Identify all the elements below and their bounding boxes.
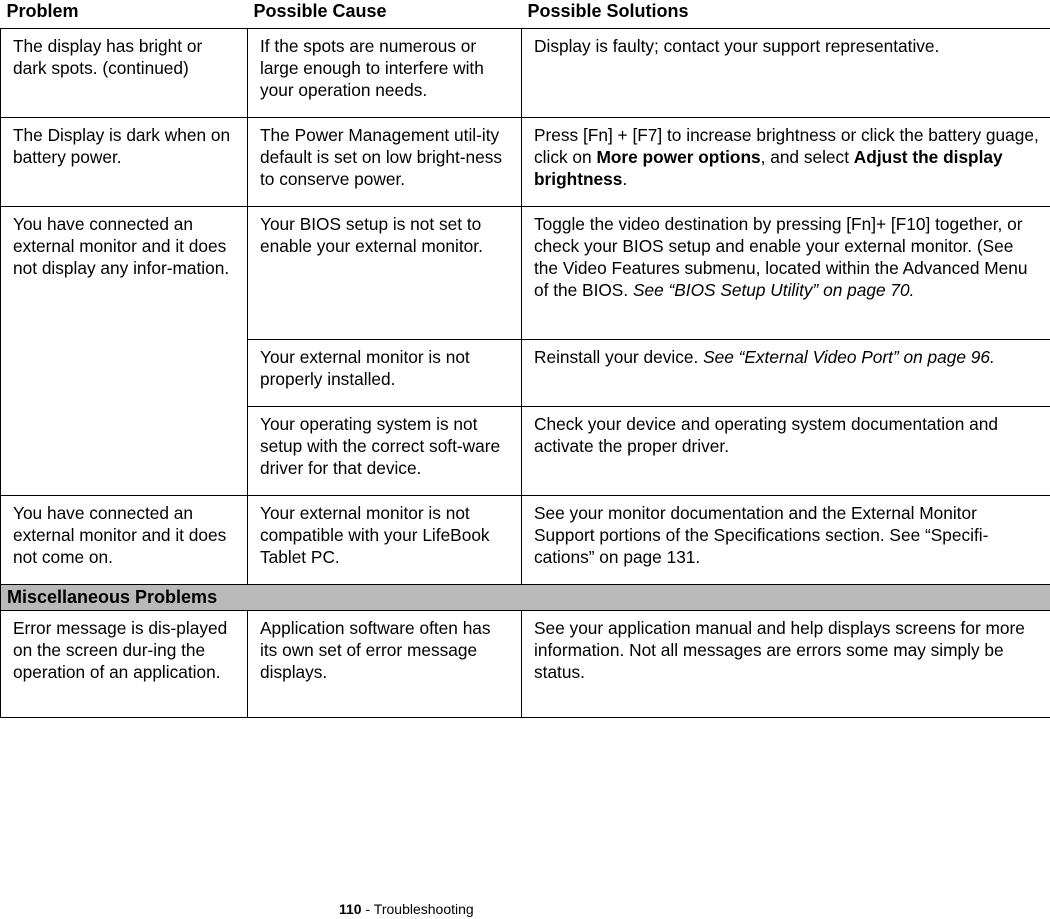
solution-text: Press [Fn] + [F7] to increase brightness or click the battery guage, click on xyxy=(534,125,1039,167)
page-number: 110 xyxy=(339,901,362,917)
table-row xyxy=(1,207,1050,340)
solution-cell: See your monitor documentation and the External Monitor Support portions of the Specifications section. See “Specifi-cations” on page 131. xyxy=(522,496,1050,585)
cause-cell: Application software often has its own set of error message displays. xyxy=(248,611,522,718)
cause-cell: Your BIOS setup is not set to enable your external monitor. xyxy=(248,207,522,340)
footer-separator: - xyxy=(361,901,374,917)
solution-cell xyxy=(522,118,1050,207)
header-possible-solutions: Possible Solutions xyxy=(522,0,1050,29)
cause-cell: If the spots are numerous or large enough to interfere with your operation needs. xyxy=(248,29,522,118)
footer-section: Troubleshooting xyxy=(373,901,474,917)
header-problem: Problem xyxy=(1,0,248,29)
solution-cell: Check your device and operating system documentation and activate the proper driver. xyxy=(522,407,1050,496)
solution-cell xyxy=(522,340,1050,407)
cause-cell: The Power Management util-ity default is set on low bright-ness to conserve power. xyxy=(248,118,522,207)
cause-cell: Your external monitor is not compatible with your LifeBook Tablet PC. xyxy=(248,496,522,585)
solution-text: , and select xyxy=(760,147,854,167)
adjust-brightness-label: Adjust the display brightness xyxy=(534,147,1003,189)
problem-cell: Error message is dis-played on the screen dur-ing the operation of an application. xyxy=(1,611,248,718)
table-row xyxy=(1,29,1050,118)
solution-cell xyxy=(522,207,1050,340)
problem-cell: The display has bright or dark spots. (continued) xyxy=(1,29,248,118)
section-header-row xyxy=(1,585,1050,611)
solution-text: . xyxy=(622,169,628,189)
page-footer xyxy=(339,900,474,918)
solution-cell: See your application manual and help displays screens for more information. Not all messages are errors some may simply be status. xyxy=(522,611,1050,718)
external-video-port-reference: See “External Video Port” on page 96. xyxy=(703,347,995,367)
cause-cell: Your external monitor is not properly installed. xyxy=(248,340,522,407)
table-row xyxy=(1,118,1050,207)
problem-cell: You have connected an external monitor and it does not come on. xyxy=(1,496,248,585)
problem-cell: The Display is dark when on battery power. xyxy=(1,118,248,207)
more-power-options-label: More power options xyxy=(596,147,761,167)
solution-cell: Display is faulty; contact your support representative. xyxy=(522,29,1050,118)
table-row xyxy=(1,611,1050,718)
table-header-row xyxy=(1,0,1050,29)
section-title: Miscellaneous Problems xyxy=(1,585,1050,611)
problem-cell: You have connected an external monitor and it does not display any infor-mation. xyxy=(1,207,248,496)
bios-setup-reference: See “BIOS Setup Utility” on page 70. xyxy=(632,280,915,300)
header-possible-cause: Possible Cause xyxy=(248,0,522,29)
table-row xyxy=(1,496,1050,585)
solution-text: Reinstall your device. xyxy=(534,347,704,367)
cause-cell: Your operating system is not setup with the correct soft-ware driver for that device. xyxy=(248,407,522,496)
solution-text: Toggle the video destination by pressing [Fn]+ [F10] together, or check your BIOS setup and enable your external monitor. (See the Video Features submenu, located within the Advanced Menu of the BIOS. xyxy=(534,214,1028,300)
